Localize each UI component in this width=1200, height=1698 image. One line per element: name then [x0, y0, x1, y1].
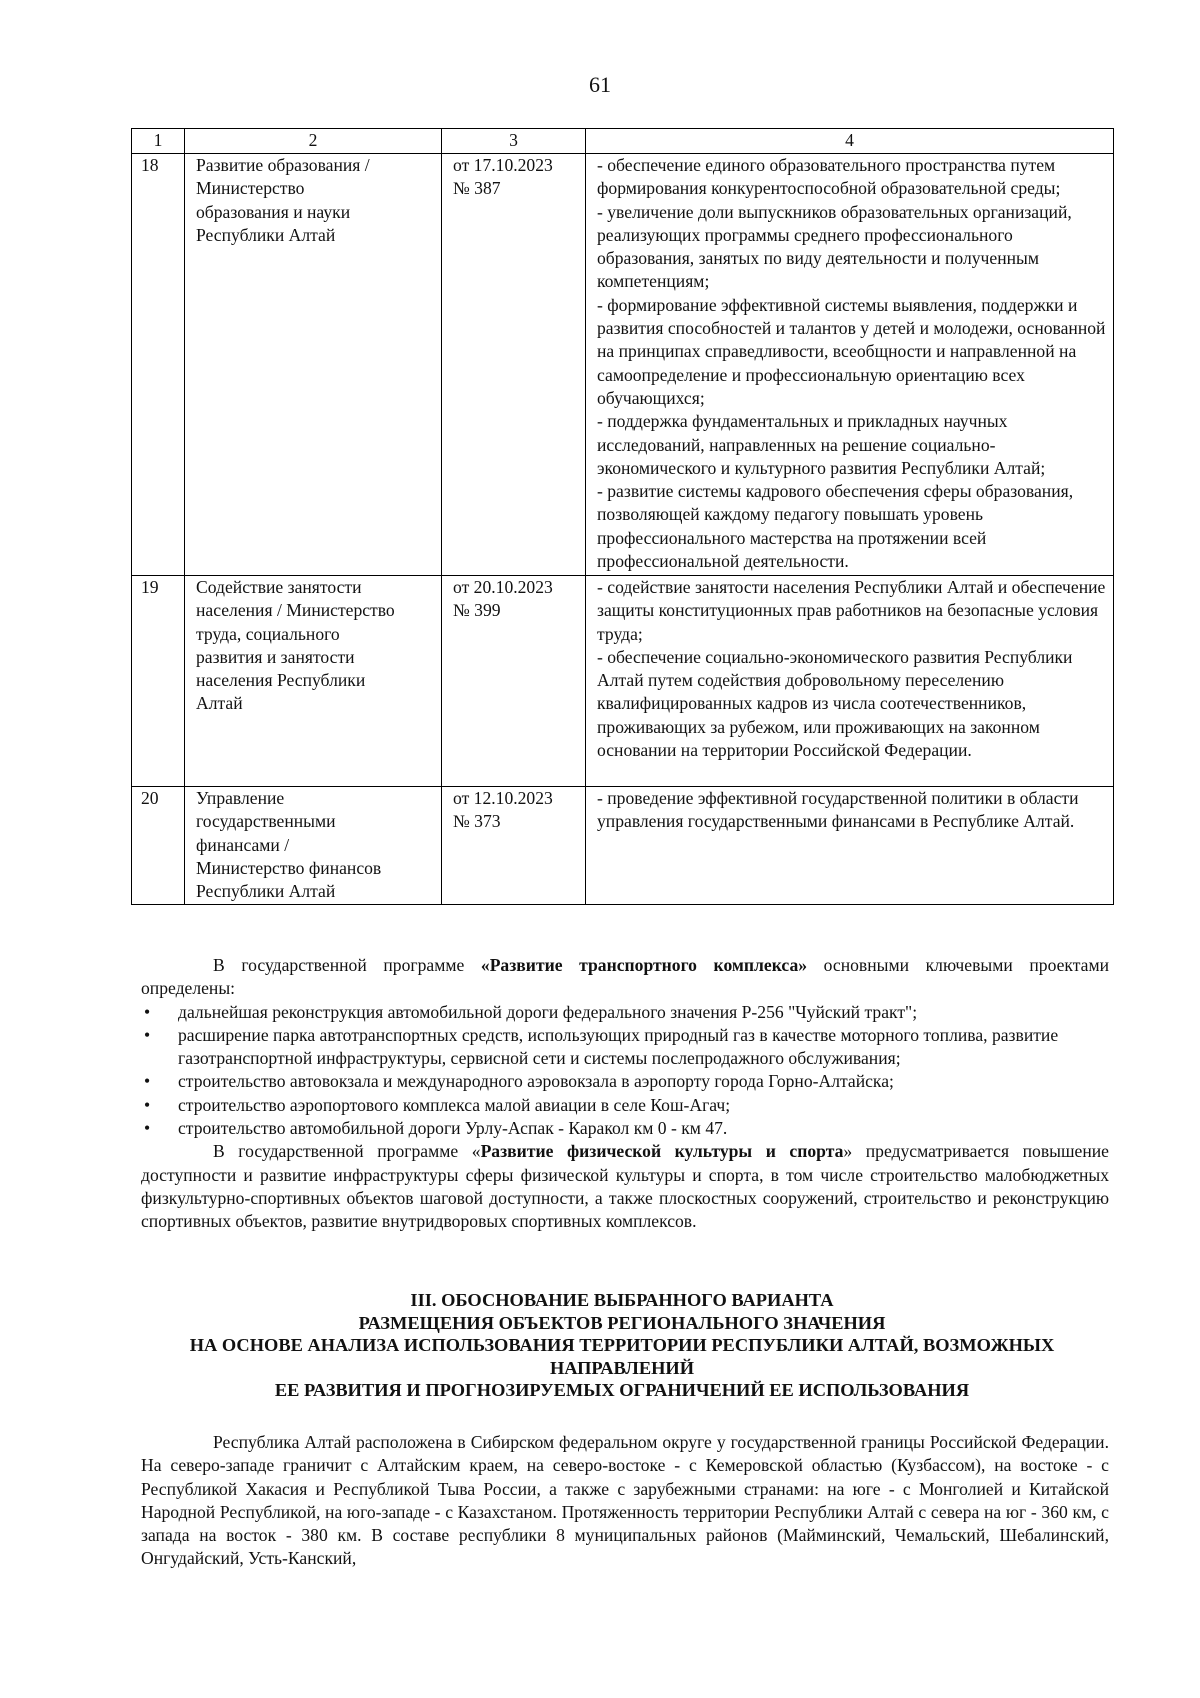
goal-item: - обеспечение единого образовательного пространства путем формирования конкурентоспособной образовательной среды;	[597, 155, 1061, 199]
list-item-text: дальнейшая реконструкция автомобильной дороги федерального значения Р-256 "Чуйский тракт";	[178, 1001, 918, 1022]
program-line: государственными	[196, 811, 336, 832]
decree-date: от 20.10.2023	[453, 577, 553, 597]
list-item	[141, 1001, 1109, 1024]
table-row	[132, 576, 1114, 787]
page-number: 61	[589, 72, 611, 97]
column-header: 1	[132, 129, 185, 154]
program-line: Алтай	[196, 693, 243, 714]
goal-item: - обеспечение социально-экономического развития Республики Алтай путем содействия добровольному переселению квалифицированных кадров из числа соотечественников, проживающих за рубежом, или проживающих на законном основании на территории Российской Федерации.	[597, 646, 1073, 761]
program-name: Развитие физической культуры и спорта	[480, 1141, 844, 1162]
bullet-icon: •	[144, 1024, 151, 1045]
program-line: населения Республики	[196, 670, 366, 691]
program-cell	[185, 576, 442, 787]
program-line: образования и науки	[196, 201, 351, 222]
program-name: «Развитие транспортного комплекса»	[480, 955, 808, 975]
list-item-text: расширение парка автотранспортных средств, использующих природный газ в качестве моторного топлива, развитие газотранспортной инфраструктуры, сервисной сети и системы послепродажного обслуживания;	[178, 1024, 1059, 1069]
list-item	[141, 1070, 1109, 1093]
list-item-text: строительство аэропортового комплекса малой авиации в селе Кош-Агач;	[178, 1094, 731, 1115]
program-line: финансами /	[196, 834, 290, 855]
section-heading	[131, 1289, 1113, 1402]
program-line: Республики Алтай	[196, 881, 336, 902]
sport-paragraph	[141, 1140, 1109, 1233]
geography-paragraph: Республика Алтай расположена в Сибирском федеральном округе у государственной границы Российской Федерации. На северо-западе граничит с Алтайским краем, на северо-востоке - с Кемеровской областью (Кузбассом), на востоке - с Республикой Хакасия и Республикой Тыва России, а также с зарубежными странами: на юге - с Монголией и Китайской Народной Республикой, на юго-западе - с Казахстаном. Протяженность территории Республики Алтай с севера на юг - 360 км, с запада на восток - 380 км. В составе республики 8 муниципальных районов (Майминский, Чемальский, Шебалинский, Онгудайский, Усть-Канский,	[141, 1432, 1109, 1569]
table-row	[132, 787, 1114, 905]
heading-line: ЕЕ РАЗВИТИЯ И ПРОГНОЗИРУЕМЫХ ОГРАНИЧЕНИЙ ЕЕ ИСПОЛЬЗОВАНИЯ	[274, 1380, 970, 1401]
column-header: 2	[185, 129, 442, 154]
goal-item: - проведение эффективной государственной политики в области управления государственными финансами в Республике Алтай.	[597, 788, 1079, 832]
goal-item: - развитие системы кадрового обеспечения сферы образования, позволяющей каждому педагогу повышать уровень профессионального мастерства на протяжении всей профессиональной деятельности.	[597, 481, 1074, 572]
heading-line: НАПРАВЛЕНИЙ	[549, 1357, 695, 1378]
table-header-row	[132, 129, 1114, 154]
list-item	[141, 1024, 1109, 1071]
goal-item: - увеличение доли выпускников образовательных организаций, реализующих программы среднего профессионального образования, занятых по виду деятельности и полученным компетенциям;	[597, 201, 1072, 292]
intro-text: В государственной программе	[213, 955, 481, 975]
decree-cell	[442, 154, 586, 576]
decree-cell	[442, 576, 586, 787]
decree-date: от 12.10.2023	[453, 788, 553, 808]
list-item-text: строительство автомобильной дороги Урлу-Аспак - Каракол км 0 - км 47.	[178, 1118, 728, 1139]
transport-intro	[141, 954, 1109, 1001]
column-header: 3	[442, 129, 586, 154]
goals-cell	[586, 154, 1114, 576]
program-line: Министерство	[196, 178, 305, 199]
paragraph-text: » предусматривается повышение доступности и развитие инфраструктуры сферы физической культуры и спорта, в том числе строительство малобюджетных физкультурно-спортивных объектов шаговой доступности, а также плоскостных сооружений, строительство и реконструкцию спортивных объектов, развитие внутридворовых спортивных комплексов.	[141, 1141, 1109, 1232]
bullet-icon: •	[144, 1071, 151, 1092]
program-cell	[185, 154, 442, 576]
column-header: 4	[586, 129, 1114, 154]
program-line: Управление	[196, 788, 285, 808]
program-line: населения / Министерство	[196, 600, 395, 621]
transport-section	[141, 954, 1109, 1234]
table-row	[132, 154, 1114, 576]
row-number: 18	[132, 154, 185, 576]
program-line: развития и занятости	[196, 646, 355, 667]
row-number: 19	[132, 576, 185, 787]
programs-table	[131, 128, 1114, 905]
list-item	[141, 1094, 1109, 1117]
heading-line: III. ОБОСНОВАНИЕ ВЫБРАННОГО ВАРИАНТА	[410, 1290, 834, 1310]
program-line: Республики Алтай	[196, 224, 336, 245]
list-item-text: строительство автовокзала и международного аэровокзала в аэропорту города Горно-Алтайска;	[178, 1071, 894, 1092]
paragraph-text: В государственной программе «	[213, 1141, 481, 1162]
transport-projects-list	[141, 1001, 1109, 1141]
program-line: Содействие занятости	[196, 577, 362, 597]
decree-number: № 399	[453, 600, 501, 621]
bullet-icon: •	[144, 1118, 151, 1139]
goal-item: - содействие занятости населения Республики Алтай и обеспечение защиты конституционных прав работников на безопасные условия труда;	[597, 577, 1106, 644]
decree-number: № 373	[453, 811, 501, 832]
bullet-icon: •	[144, 1094, 151, 1115]
goal-item: - формирование эффективной системы выявления, поддержки и развития способностей и талантов у детей и молодежи, основанной на принципах справедливости, всеобщности и направленной на самоопределение и профессиональную ориентацию всех обучающихся;	[597, 294, 1106, 408]
intro-text: основными ключевыми проектами определены:	[141, 955, 1109, 999]
bullet-icon: •	[144, 1001, 151, 1022]
program-line: Министерство финансов	[196, 857, 382, 878]
goals-cell	[586, 576, 1114, 787]
program-line: Развитие образования /	[196, 155, 370, 175]
program-line: труда, социального	[196, 623, 340, 644]
goal-item: - поддержка фундаментальных и прикладных научных исследований, направленных на решение социально-экономического и культурного развития Республики Алтай;	[597, 411, 1046, 478]
row-number: 20	[132, 787, 185, 905]
decree-date: от 17.10.2023	[453, 155, 553, 175]
decree-cell	[442, 787, 586, 905]
goals-cell	[586, 787, 1114, 905]
program-cell	[185, 787, 442, 905]
list-item	[141, 1117, 1109, 1140]
heading-line: РАЗМЕЩЕНИЯ ОБЪЕКТОВ РЕГИОНАЛЬНОГО ЗНАЧЕНИЯ	[358, 1312, 886, 1333]
decree-number: № 387	[453, 178, 501, 199]
heading-line: НА ОСНОВЕ АНАЛИЗА ИСПОЛЬЗОВАНИЯ ТЕРРИТОРИИ РЕСПУБЛИКИ АЛТАЙ, ВОЗМОЖНЫХ	[189, 1335, 1055, 1356]
